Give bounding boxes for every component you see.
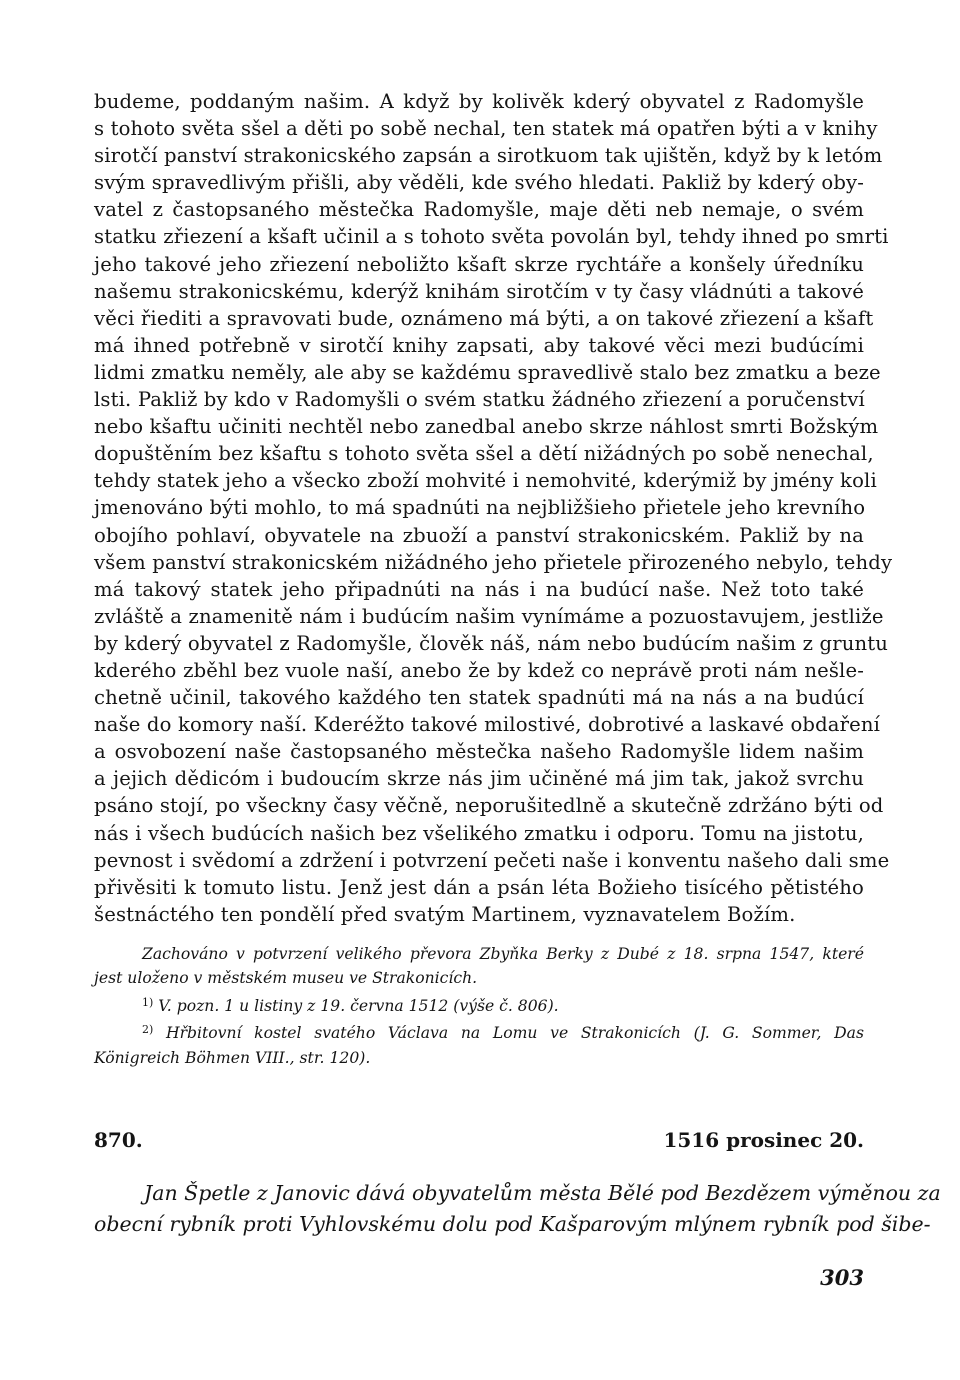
page-number: 303 xyxy=(820,1265,864,1290)
text-line: všem panství strakonicském nižádného jeho přietele přirozeného nebylo, tehdy xyxy=(94,550,893,574)
text-line: pevnost i svědomí a zdržení i potvrzení pečeti naše i konventu našeho dali sme xyxy=(94,848,890,872)
text-line: budeme, poddaným našim. A když by kolivěk kderý obyvatel z Radomyšle xyxy=(94,90,864,113)
regest-line: Jan Špetle z Janovic dává obyvatelům města Bělé pod Bezdězem výměnou za xyxy=(144,1181,941,1205)
text-line: s tohoto světa sšel a děti po sobě nechal, ten statek má opatřen býti a v knihy xyxy=(94,117,878,141)
text-line: dopuštěním bez kšaftu s tohoto světa sšel a dětí nižádných po sobě nenechal, xyxy=(94,442,874,466)
preservation-note: Zachováno v potvrzení velikého převora Zbyňka Berky z Dubé z 18. srpna 1547, které xyxy=(142,944,864,963)
footnote-marker: 2) xyxy=(142,1023,154,1037)
footnote-1 xyxy=(94,991,864,1019)
text-line: nebo kšaftu učiniti nechtěl nebo zanedbal anebo skrze náhlost smrti Božským xyxy=(94,415,879,439)
text-line: věci řiediti a spravovati bude, oznámeno má býti, a on takové zřiezení a kšaft xyxy=(94,306,874,330)
text-line: nás i všech budúcích našich bez všelikého zmatku i odporu. Tomu na jistotu, xyxy=(94,821,864,845)
document-number: 870. xyxy=(94,1128,143,1152)
footnote-2 xyxy=(94,1018,864,1046)
text-line: obojího pohlaví, obyvatele na zbuoží a panství strakonicském. Pakliž by na xyxy=(94,523,864,547)
text-line: našemu strakonicskému, kderýž knihám sirotčím v ty časy vládnúti a takové xyxy=(94,279,864,303)
regest-line: obecní rybník proti Vyhlovskému dolu pod Kašparovým mlýnem rybník pod šibe- xyxy=(94,1212,931,1236)
text-line: jeho takové jeho zřiezení neboližto kšaft skrze rychtáře a konšely úředníku xyxy=(94,252,864,276)
document-date: 1516 prosinec 20. xyxy=(663,1128,864,1152)
regest xyxy=(94,1178,941,1240)
text-line: má ihned potřebně v sirotčí knihy zapsati, aby takové věci mezi budúcími xyxy=(94,333,864,357)
text-line: má takový statek jeho připadnúti na nás i na budúcí naše. Než toto také xyxy=(94,577,864,601)
text-line: zvláště a znamenitě nám i budúcím našim vynímáme a pozuostavujem, jestliže xyxy=(94,604,884,628)
text-line: a jejich dědicóm i budoucím skrze nás jim učiněné má jim tak, jakož svrchu xyxy=(94,767,864,791)
text-line: přivěsiti k tomuto listu. Jenž jest dán a psán léta Božieho tisícého pětistého xyxy=(94,875,864,899)
text-line: statku zřiezení a kšaft učinil a s tohoto světa povolán byl, tehdy ihned po smrti xyxy=(94,225,889,249)
footnote-text: Hřbitovní kostel svatého Václava na Lomu ve Strakonicích (J. G. Sommer, Das xyxy=(165,1024,864,1043)
text-line: svým spravedlivým přišli, aby věděli, kde svého hledati. Pakliž by kderý oby- xyxy=(94,171,864,195)
text-line: chetně učinil, takového každého ten statek spadnúti má na nás a na budúcí xyxy=(94,686,864,710)
text-line: psáno stojí, po všeckny časy věčně, neporušitedlně a skutečně zdržáno býti od xyxy=(94,794,884,818)
footnote-2-continuation: Königreich Böhmen VIII., str. 120). xyxy=(94,1048,371,1067)
text-line: jmenováno býti mohlo, to má spadnúti na nejbližšieho přietele jeho krevního xyxy=(94,496,866,520)
text-line: tehdy statek jeho a všecko zboží mohvité i nemohvité, kderýmiž by jmény koli xyxy=(94,469,877,493)
document-header xyxy=(94,1128,864,1158)
text-line: lsti. Pakliž by kdo v Radomyšli o svém statku žádného zřiezení a poručenství xyxy=(94,388,865,412)
preservation-note: jest uloženo v městském museu ve Strakonicích. xyxy=(94,969,478,988)
footnote-marker: 1) xyxy=(142,995,154,1009)
text-line: lidmi zmatku neměly, ale aby se každému spravedlivě stalo bez zmatku a beze xyxy=(94,360,881,384)
main-text-body xyxy=(94,88,893,928)
notes-section xyxy=(94,942,864,1071)
text-line: naše do komory naší. Kderéžto takové milostivé, dobrotivé a laskavé obdaření xyxy=(94,713,881,737)
text-line: šestnáctého ten pondělí před svatým Martinem, vyznavatelem Božím. xyxy=(94,902,796,926)
text-line: by kderý obyvatel z Radomyšle, člověk náš, nám nebo budúcím našim z gruntu xyxy=(94,631,889,655)
text-line: sirotčí panství strakonicského zapsán a sirotkuom tak ujištěn, když by k letóm xyxy=(94,144,883,168)
text-line: a osvobození naše častopsaného městečka našeho Radomyšle lidem našim xyxy=(94,740,864,764)
footnote-text: V. pozn. 1 u listiny z 19. června 1512 (výše č. 806). xyxy=(158,996,559,1015)
document-page xyxy=(94,88,893,1070)
text-line: kderého zběhl bez vuole naší, anebo že by kdež co neprávě proti nám nešle- xyxy=(94,658,864,682)
text-line: vatel z častopsaného městečka Radomyšle, maje děti neb nemaje, o svém xyxy=(94,198,864,222)
